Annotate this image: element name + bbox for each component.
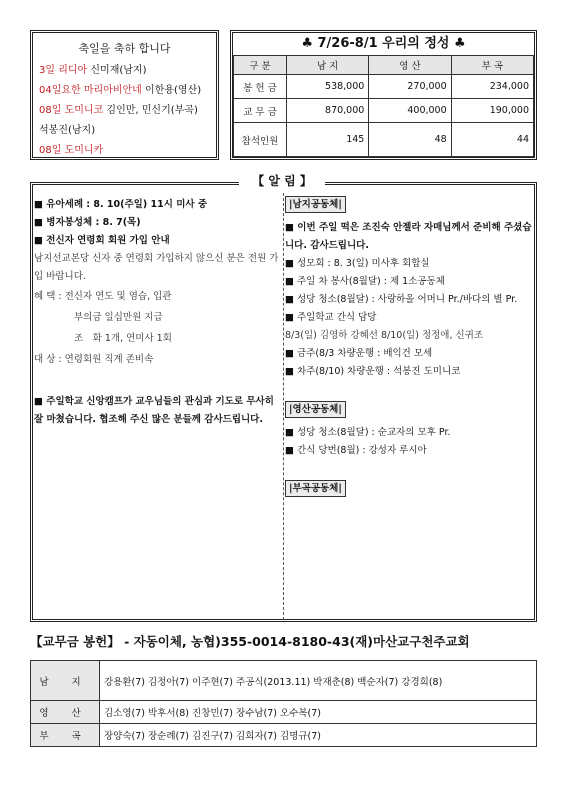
notice-item: ■ 간식 당번(8월) : 강성자 루시아 <box>285 445 427 456</box>
table-cell: 234,000 <box>451 75 533 99</box>
table-cell: 538,000 <box>287 75 369 99</box>
row-label: 남 지 <box>31 661 100 701</box>
column-header: 구 분 <box>234 56 287 75</box>
table-cell: 장양숙(7) 장순례(7) 김진구(7) 김희자(7) 김명규(7) <box>100 724 537 747</box>
feast-row: 08일 도미니코 김인만, 민신기(부곡) <box>39 105 198 116</box>
table-row <box>234 123 534 157</box>
feast-row: 04일요한 마리아비안네 이한용(영산) <box>39 85 202 96</box>
section-header-bugok: |부곡공동체| <box>285 480 346 497</box>
notice-item: ■ 병자봉성체 : 8. 7(목) <box>34 217 141 228</box>
column-divider <box>283 188 284 620</box>
notice-text: 대 상 : 연령회원 직계 존비속 <box>34 354 154 365</box>
notice-right-column <box>285 192 534 617</box>
offering-table <box>233 55 534 157</box>
column-header: 영 산 <box>369 56 451 75</box>
notice-item: ■ 주일학교 신앙캠프가 교우님들의 관심과 기도로 무사히 잘 마쳤습니다. 협조해 주신 많은 분들께 감사드립니다. <box>34 396 274 425</box>
notice-item: ■ 성모회 : 8. 3(일) 미사후 회합실 <box>285 258 430 269</box>
feast-row: 석봉진(남지) <box>39 125 96 136</box>
feast-row: 3일 리디아 신미재(남지) <box>39 65 147 76</box>
row-label: 교 무 금 <box>234 99 287 123</box>
table-cell: 44 <box>451 123 533 157</box>
notice-item: ■ 금주(8/3 차량운행 : 배익건 모세 <box>285 348 433 359</box>
table-cell: 145 <box>287 123 369 157</box>
feast-day-title: 축일을 축하 합니다 <box>78 42 171 55</box>
notice-text: 혜 택 : 전신자 연도 및 염습, 입관 <box>34 291 172 302</box>
table-cell: 270,000 <box>369 75 451 99</box>
offering-title: ♣ 7/26-8/1 우리의 정성 ♣ <box>301 36 466 51</box>
donor-table <box>30 660 537 747</box>
notice-text: 남지선교본당 신자 중 연령회 가입하지 않으신 분은 전원 가입 바랍니다. <box>34 253 279 282</box>
table-row <box>31 701 537 724</box>
table-row <box>31 661 537 701</box>
column-header: 남 지 <box>287 56 369 75</box>
row-label: 봉 헌 금 <box>234 75 287 99</box>
table-cell: 강용환(7) 김정아(7) 이주현(7) 주공식(2013.11) 박재춘(8) 백순자(7) 강경희(8) <box>100 661 537 701</box>
notice-item: ■ 차주(8/10) 차량운행 : 석봉진 도미니코 <box>285 366 461 377</box>
notice-left-column <box>34 192 280 617</box>
notice-item: ■ 유아세례 : 8. 10(주일) 11시 미사 중 <box>34 199 208 210</box>
table-cell: 190,000 <box>451 99 533 123</box>
notice-item: ■ 이번 주일 떡은 조진숙 안젤라 자매님께서 준비해 주셨습니다. 감사드립니다. <box>285 222 532 251</box>
notice-text: 부의금 일십만원 지급 <box>74 312 163 323</box>
table-row <box>234 99 534 123</box>
feast-row: 08일 도미니카 <box>39 145 104 156</box>
table-cell: 김소영(7) 박후서(8) 진창민(7) 장수남(7) 오수복(7) <box>100 701 537 724</box>
notice-text: 조 화 1개, 연미사 1회 <box>74 333 172 344</box>
table-row <box>234 75 534 99</box>
row-label: 참석인원 <box>234 123 287 157</box>
notice-item: ■ 성당 청소(8월달) : 사랑하올 어머니 Pr./바다의 별 Pr. <box>285 294 518 305</box>
row-label: 영 산 <box>31 701 100 724</box>
table-cell: 48 <box>369 123 451 157</box>
offering-bank-info: 【교무금 봉헌】 - 자동이체, 농협)355-0014-8180-43(재)마산교구천주교회 <box>30 634 470 649</box>
notice-text: 8/3(일) 김영하 강혜선 8/10(일) 정정애, 신귀조 <box>285 330 484 341</box>
section-header-yeongsan: |영산공동체| <box>285 401 346 418</box>
notice-item: ■ 주일 차 봉사(8월달) : 제 1소공동체 <box>285 276 445 287</box>
feast-day-box <box>30 30 219 160</box>
table-cell: 870,000 <box>287 99 369 123</box>
notice-item: ■ 전신자 연령회 회원 가입 안내 <box>34 235 170 246</box>
row-label: 부 곡 <box>31 724 100 747</box>
notice-title: 【 알 림 】 <box>239 174 325 191</box>
offering-box <box>230 30 537 160</box>
table-cell: 400,000 <box>369 99 451 123</box>
notice-item: ■ 주일학교 간식 담당 <box>285 312 377 323</box>
column-header: 부 곡 <box>451 56 533 75</box>
table-row <box>31 724 537 747</box>
section-header-namji: |남지공동체| <box>285 196 346 213</box>
table-header-row <box>234 56 534 75</box>
notice-item: ■ 성당 청소(8월달) : 순교자의 모후 Pr. <box>285 427 451 438</box>
